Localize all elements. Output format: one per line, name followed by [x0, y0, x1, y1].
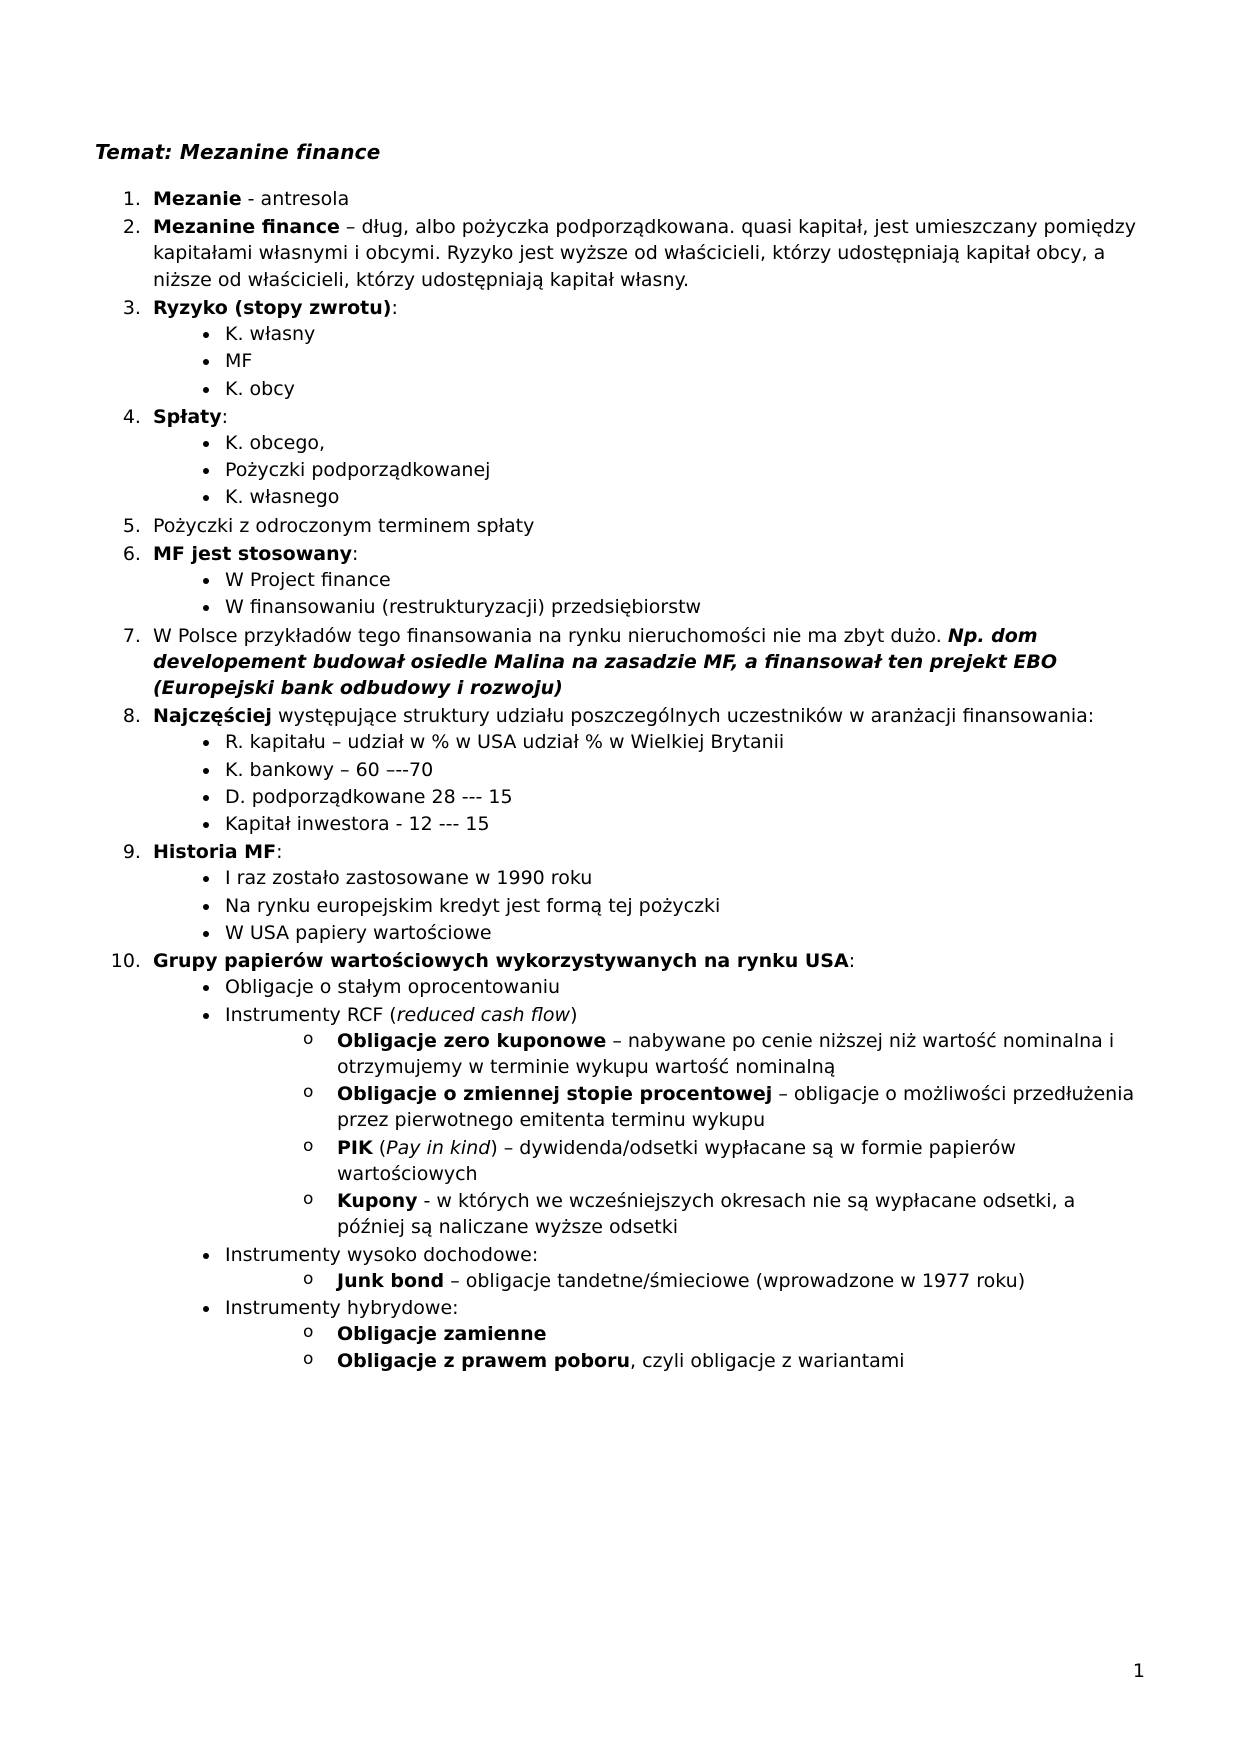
list-item-text: Najczęściej występujące struktury udziału poszczególnych uczestników w aranżacji finansowania: [153, 705, 1095, 728]
list-item-text: Kapitał inwestora - 12 --- 15 [225, 813, 490, 836]
list-item-level2 [221, 811, 1145, 837]
list-item-text: I raz zostało zastosowane w 1990 roku [225, 867, 593, 890]
list-item-text: Mezanie - antresola [153, 188, 350, 210]
list-item-level1 [147, 214, 1145, 293]
list-item-level3 [303, 1188, 1145, 1240]
list-item-text: Obligacje o zmiennej stopie procentowej – obligacje o możliwości przedłużenia przez pierwotnego emitenta terminu wykupu [337, 1083, 1135, 1132]
list-item-text: Obligacje z prawem poboru, czyli obligacje z wariantami [337, 1350, 905, 1373]
list-item-level3 [303, 1348, 1145, 1374]
list-item-text: W USA papiery wartościowe [225, 921, 492, 944]
list-item-text: MF jest stosowany: [153, 542, 359, 565]
list-item-text: Pożyczki podporządkowanej [225, 459, 491, 482]
list-item-level1 [147, 541, 1145, 621]
list-item-text: Mezanine finance – dług, albo pożyczka podporządkowana. quasi kapitał, jest umieszczany pomiędzy kapitałami własnymi i obcymi. Ryzyko jest wyższe od właścicieli, którzy udostępniają kapitał obcy, a niższe od właścicieli, którzy udostępniają kapitał własny. [153, 216, 1136, 291]
list-item-text: Instrumenty wysoko dochodowe: [225, 1243, 539, 1266]
list-item-text: W Polsce przykładów tego finansowania na rynku nieruchomości nie ma zbyt dużo. Np. dom developement budował osiedle Malina na zasadzie MF, a finansował ten prejekt EBO (Europejski bank odbudowy i rozwoju) [153, 624, 1058, 699]
list-item-text: MF [225, 350, 253, 373]
list-item-level1 [147, 948, 1145, 1375]
sub-sub-list [225, 1028, 1145, 1241]
list-item-level2 [221, 594, 1145, 620]
list-item-text: Kupony - w których we wcześniejszych okresach nie są wypłacane odsetki, a później są naliczane wyższe odsetki [337, 1190, 1076, 1239]
list-item-level2 [221, 348, 1145, 374]
list-item-text: Pożyczki z odroczonym terminem spłaty [153, 514, 535, 537]
list-item-text: PIK (Pay in kind) – dywidenda/odsetki wypłacane są w formie papierów wartościowych [337, 1136, 1016, 1185]
list-item-level2 [221, 865, 1145, 891]
list-item-text: Junk bond – obligacje tandetne/śmieciowe (wprowadzone w 1977 roku) [337, 1269, 1026, 1292]
list-item-level2 [221, 757, 1145, 783]
list-item-text: W Project finance [225, 569, 391, 592]
list-item-text: Instrumenty hybrydowe: [225, 1296, 459, 1319]
list-item-text: Obligacje zamienne [337, 1323, 547, 1346]
list-item-text: K. obcy [225, 377, 295, 400]
list-item-level3 [303, 1028, 1145, 1080]
list-item-level2 [221, 457, 1145, 483]
sub-list [153, 974, 1145, 1374]
list-item-level2 [221, 430, 1145, 456]
list-item-text: W finansowaniu (restrukturyzacji) przedsiębiorstw [225, 596, 702, 619]
page-number: 1 [1132, 1660, 1145, 1682]
list-item-level3 [303, 1081, 1145, 1133]
list-item-text: Ryzyko (stopy zwrotu): [153, 296, 398, 319]
list-item-level1 [147, 186, 1145, 212]
list-item-level1 [147, 513, 1145, 539]
sub-list [153, 430, 1145, 511]
sub-sub-list [225, 1321, 1145, 1374]
list-item-level1 [147, 703, 1145, 837]
list-item-text: K. własnego [225, 486, 340, 509]
list-item-level2 [221, 1002, 1145, 1241]
list-item-level2 [221, 484, 1145, 510]
list-item-level1 [147, 404, 1145, 511]
list-item-level2 [221, 567, 1145, 593]
outline-list [95, 186, 1145, 1375]
sub-list [153, 321, 1145, 402]
list-item-level3 [303, 1135, 1145, 1187]
list-item-level1 [147, 839, 1145, 946]
list-item-text: Obligacje o stałym oprocentowaniu [225, 976, 561, 999]
list-item-text: R. kapitału – udział w % w USA udział % w Wielkiej Brytanii [225, 731, 785, 754]
list-item-text: K. bankowy – 60 –--70 [225, 758, 434, 781]
sub-list [153, 729, 1145, 837]
list-item-text: Historia MF: [153, 841, 283, 864]
list-item-text: Instrumenty RCF (reduced cash flow) [225, 1003, 578, 1026]
sub-list [153, 567, 1145, 620]
list-item-level2 [221, 729, 1145, 755]
list-item-text: K. obcego, [225, 431, 326, 454]
list-item-level2 [221, 376, 1145, 402]
list-item-text: Spłaty: [153, 405, 229, 428]
sub-list [153, 865, 1145, 946]
page-title: Temat: Mezanine finance [95, 140, 381, 164]
list-item-level1 [147, 623, 1145, 702]
list-item-level2 [221, 321, 1145, 347]
list-item-level2 [221, 893, 1145, 919]
list-item-level3 [303, 1321, 1145, 1347]
list-item-level2 [221, 784, 1145, 810]
list-item-text: Obligacje zero kuponowe – nabywane po cenie niższej niż wartość nominalna i otrzymujemy w terminie wykupu wartość nominalną [337, 1029, 1115, 1078]
list-item-text: K. własny [225, 323, 316, 346]
sub-sub-list [225, 1268, 1145, 1294]
list-item-text: D. podporządkowane 28 --- 15 [225, 785, 513, 808]
list-item-text: Grupy papierów wartościowych wykorzystywanych na rynku USA: [153, 950, 856, 973]
list-item-level3 [303, 1268, 1145, 1294]
list-item-level2 [221, 920, 1145, 946]
list-item-level1 [147, 295, 1145, 402]
list-item-level2 [221, 974, 1145, 1000]
list-item-level2 [221, 1242, 1145, 1294]
list-item-text: Na rynku europejskim kredyt jest formą tej pożyczki [225, 894, 721, 917]
list-item-level2 [221, 1295, 1145, 1375]
